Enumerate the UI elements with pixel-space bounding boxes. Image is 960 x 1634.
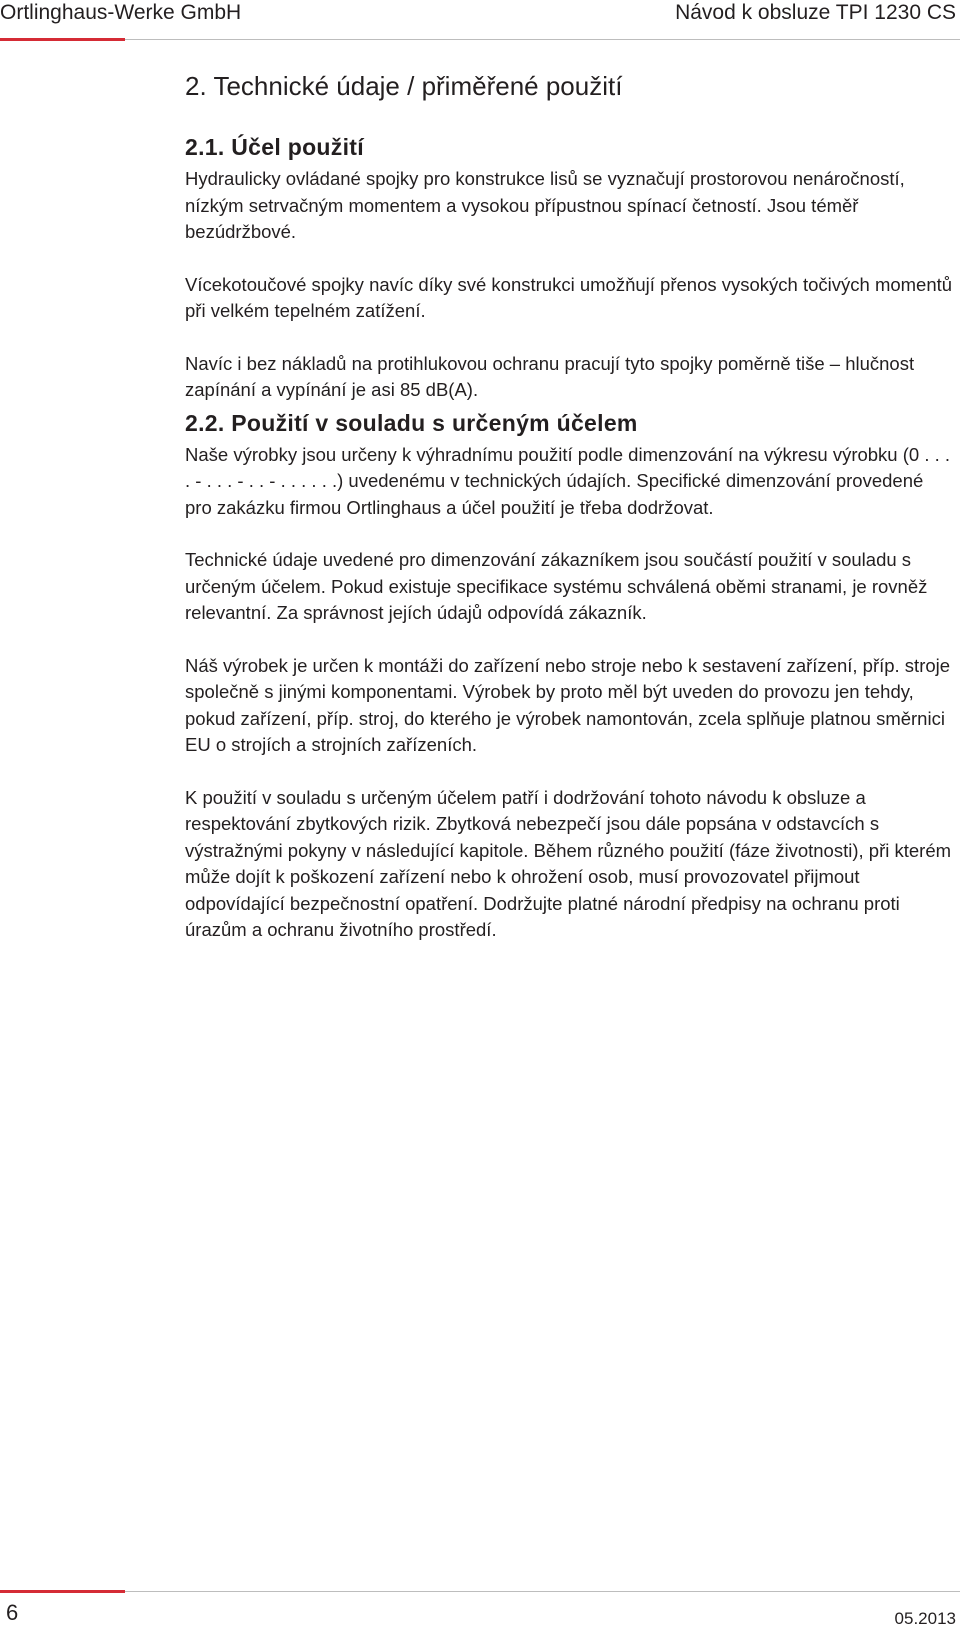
subsection-2-title: 2.2. Použití v souladu s určeným účelem — [185, 409, 638, 436]
header-divider — [0, 39, 960, 40]
paragraph: Hydraulicky ovládané spojky pro konstrukce lisů se vyznačují prostorovou nenáročností, nízkým setrvačným momentem a vysokou přípustnou spínací četností. Jsou téměř bezúdržbové. — [185, 168, 905, 242]
paragraph: Naše výrobky jsou určeny k výhradnímu použití podle dimenzování na výkresu výrobku (0 . . . . - . . . - . . - . . . . . .) uvedenému v technických údajích. Specifické dimenzování provedené pro zakázku firmou Ortlinghaus a účel použití je třeba dodržovat. — [185, 443, 951, 518]
paragraph: Technické údaje uvedené pro dimenzování zákazníkem jsou součástí použití v souladu s určeným účelem. Pokud existuje specifikace systému schválená oběmi stranami, je rovněž relevantní. Za správnost jejích údajů odpovídá zákazník. — [185, 549, 928, 623]
paragraph: Navíc i bez nákladů na protihlukovou ochranu pracují tyto spojky poměrně tiše – hlučnost zapínání a vypínání je asi 85 dB(A). — [185, 352, 915, 400]
paragraph: K použití v souladu s určeným účelem patří i dodržování tohoto návodu k obsluze a respektování zbytkových rizik. Zbytková nebezpečí jsou dále popsána v odstavcích s výstražnými pokyny v následující kapitole. Během různého použití (fáze životnosti), při kterém může dojít k poškození zařízení nebo k ohrožení osob, musí provozovatel přijmout odpovídající bezpečnostní opatření. Dodržujte platné národní předpisy na ochranu proti úrazům a ochranu životního prostředí. — [185, 786, 952, 940]
page-number: 6 — [6, 1600, 19, 1625]
footer-divider — [0, 1591, 960, 1592]
header-company: Ortlinghaus-Werke GmbH — [0, 1, 242, 24]
footer-date: 05.2013 — [894, 1609, 956, 1628]
header-accent-bar — [0, 38, 125, 41]
footer-accent-bar — [0, 1590, 125, 1593]
header-manual-title: Návod k obsluze TPI 1230 CS — [675, 1, 956, 24]
paragraph: Náš výrobek je určen k montáži do zařízení nebo stroje nebo k sestavení zařízení, příp. stroje společně s jinými komponentami. Výrobek by proto měl být uveden do provozu jen tehdy, pokud zařízení, příp. stroj, do kterého je výrobek namontován, zcela splňuje platnou směrnici EU o strojích a strojních zařízeních. — [185, 654, 951, 755]
page-content — [185, 70, 955, 944]
subsection-1-title: 2.1. Účel použití — [185, 134, 364, 160]
section-title: 2. Technické údaje / přiměřené použití — [185, 71, 623, 101]
paragraph: Vícekotoučové spojky navíc díky své konstrukci umožňují přenos vysokých točivých momentů při velkém tepelném zatížení. — [185, 273, 953, 321]
